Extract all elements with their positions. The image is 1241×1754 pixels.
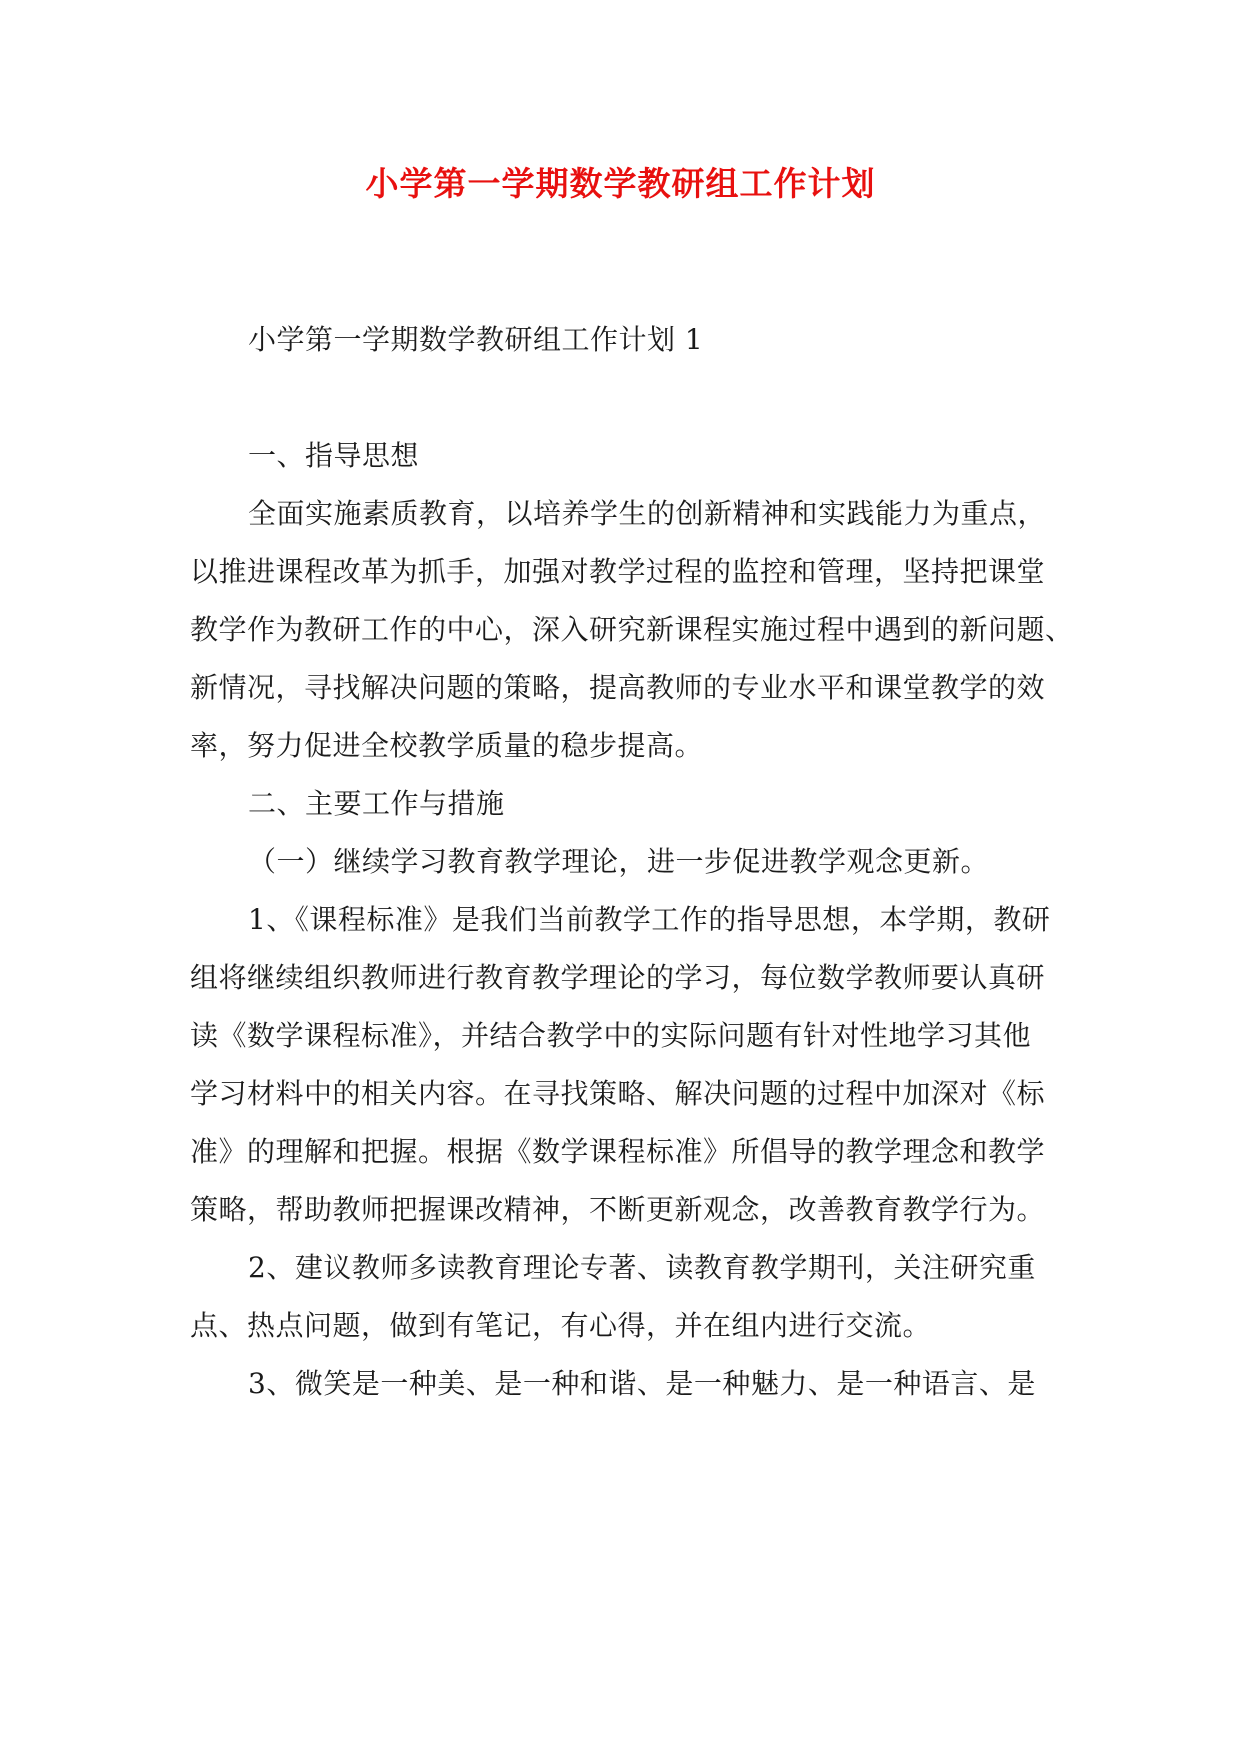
paragraph-line: 组将继续组织教师进行教育教学理论的学习，每位数学教师要认真研	[190, 961, 1046, 994]
document-title: 小学第一学期数学教研组工作计划	[365, 164, 876, 203]
paragraph-line: 策略，帮助教师把握课改精神，不断更新观念，改善教育教学行为。	[190, 1193, 1046, 1226]
paragraph-line: 3、微笑是一种美、是一种和谐、是一种魅力、是一种语言、是	[248, 1367, 1036, 1400]
paragraph-line: 学习材料中的相关内容。在寻找策略、解决问题的过程中加深对《标	[190, 1077, 1046, 1110]
paragraph-line: 点、热点问题，做到有笔记，有心得，并在组内进行交流。	[190, 1309, 932, 1342]
section-heading-main-work: 二、主要工作与措施	[248, 787, 505, 820]
paragraph-line: 读《数学课程标准》，并结合教学中的实际问题有针对性地学习其他	[190, 1019, 1032, 1052]
paragraph-line: 以推进课程改革为抓手，加强对教学过程的监控和管理，坚持把课堂	[190, 555, 1046, 588]
plan-subtitle: 小学第一学期数学教研组工作计划 1	[248, 323, 704, 356]
paragraph-line: 新情况，寻找解决问题的策略，提高教师的专业水平和课堂教学的效	[190, 671, 1046, 704]
section-heading-guiding-ideology: 一、指导思想	[248, 439, 420, 472]
paragraph-line: 2、建议教师多读教育理论专著、读教育教学期刊，关注研究重	[248, 1251, 1036, 1284]
paragraph-line: 准》的理解和把握。根据《数学课程标准》所倡导的教学理念和教学	[190, 1135, 1046, 1168]
paragraph-line: 1、《课程标准》是我们当前教学工作的指导思想，本学期，教研	[248, 903, 1051, 936]
paragraph-line: 率，努力促进全校教学质量的稳步提高。	[190, 729, 704, 762]
paragraph-line: 教学作为教研工作的中心，深入研究新课程实施过程中遇到的新问题、	[190, 613, 1074, 646]
subsection-heading: （一）继续学习教育教学理论，进一步促进教学观念更新。	[248, 845, 990, 878]
paragraph-line: 全面实施素质教育，以培养学生的创新精神和实践能力为重点，	[248, 497, 1047, 530]
